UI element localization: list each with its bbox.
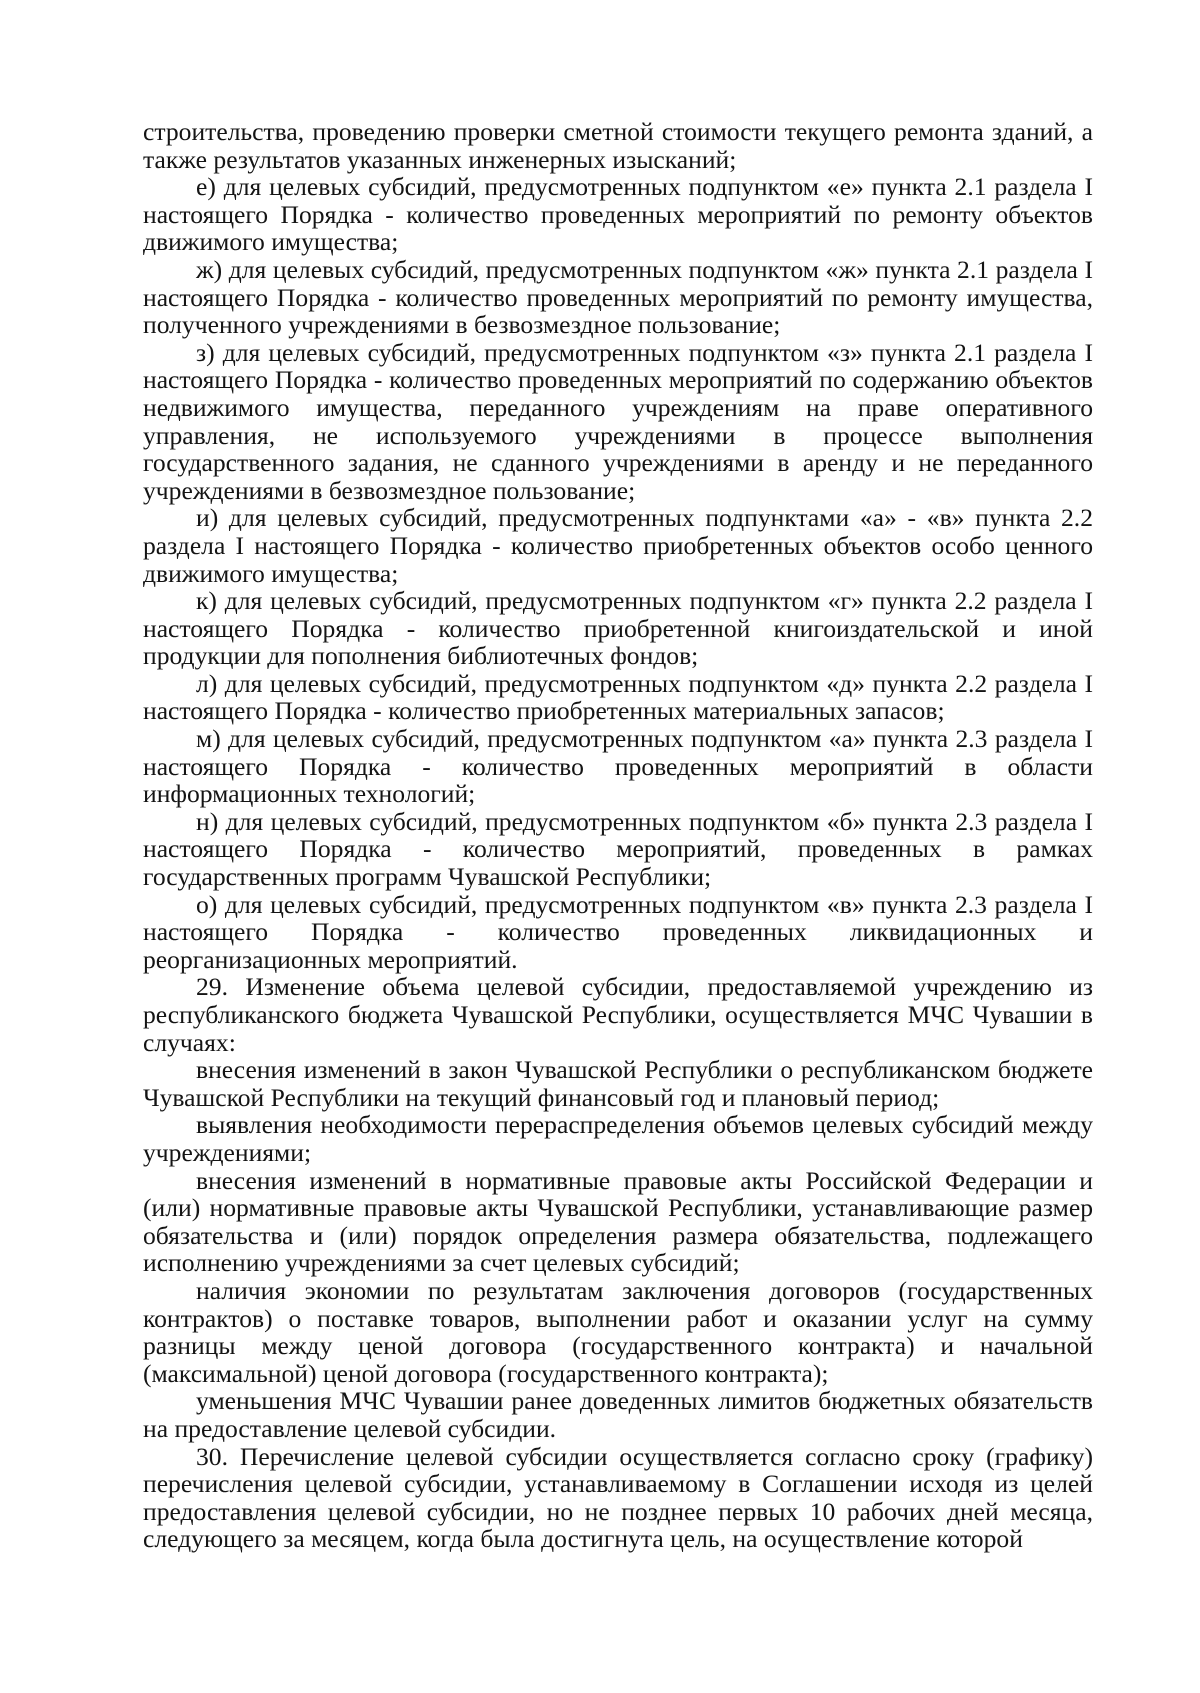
paragraph-30: 30. Перечисление целевой субсидии осуществляется согласно сроку (графику) перечисления целевой субсидии, устанавливаемому в Соглашении исходя из целей предоставления целевой субсидии, но не позднее первых 10 рабочих дней месяца, следующего за месяцем, когда была достигнута цель, на осуществление которой: [143, 1441, 1093, 1554]
paragraph-item-zh: ж) для целевых субсидий, предусмотренных подпунктом «ж» пункта 2.1 раздела I настоящего Порядка - количество проведенных мероприятий по ремонту имущества, полученного учреждениями в безвозмездное пользование;: [143, 254, 1093, 340]
paragraph-continuation: строительства, проведению проверки сметной стоимости текущего ремонта зданий, а также результатов указанных инженерных изысканий;: [143, 117, 1093, 174]
paragraph-29-case-5: уменьшения МЧС Чувашии ранее доведенных лимитов бюджетных обязательств на предоставление целевой субсидии.: [143, 1386, 1093, 1443]
paragraph-29-case-2: выявления необходимости перераспределения объемов целевых субсидий между учреждениями;: [143, 1110, 1093, 1167]
paragraph-29-case-3: внесения изменений в нормативные правовые акты Российской Федерации и (или) нормативные правовые акты Чувашской Республики, устанавливающие размер обязательства и (или) порядок определения размера обязательства, подлежащего исполнению учреждениями за счет целевых субсидий;: [143, 1165, 1093, 1278]
paragraph-item-m: м) для целевых субсидий, предусмотренных подпунктом «а» пункта 2.3 раздела I настоящего Порядка - количество проведенных мероприятий в области информационных технологий;: [143, 724, 1093, 809]
paragraph-item-i: и) для целевых субсидий, предусмотренных подпунктами «а» - «в» пункта 2.2 раздела I настоящего Порядка - количество приобретенных объектов особо ценного движимого имущества;: [143, 503, 1093, 588]
paragraph-item-z: з) для целевых субсидий, предусмотренных подпунктом «з» пункта 2.1 раздела I настоящего Порядка - количество проведенных мероприятий по содержанию объектов недвижимого имущества, переданного учреждениям на праве оперативного управления, не используемого учреждениями в процессе выполнения государственного задания, не сданного учреждениями в аренду и не переданного учреждениями в безвозмездное пользование;: [143, 337, 1093, 505]
paragraph-29: 29. Изменение объема целевой субсидии, предоставляемой учреждению из республиканского бюджета Чувашской Республики, осуществляется МЧС Чувашии в случаях:: [143, 972, 1093, 1057]
paragraph-item-k: к) для целевых субсидий, предусмотренных подпунктом «г» пункта 2.2 раздела I настоящего Порядка - количество приобретенной книгоиздательской и иной продукции для пополнения библиотечных фондов;: [143, 586, 1093, 671]
paragraph-item-e: е) для целевых субсидий, предусмотренных подпунктом «е» пункта 2.1 раздела I настоящего Порядка - количество проведенных мероприятий по ремонту объектов движимого имущества;: [143, 172, 1093, 257]
paragraph-29-case-4: наличия экономии по результатам заключения договоров (государственных контрактов) о поставке товаров, выполнении работ и оказании услуг на сумму разницы между ценой договора (государственного контракта) и начальной (максимальной) ценой договора (государственного контракта);: [143, 1275, 1093, 1388]
paragraph-item-l: л) для целевых субсидий, предусмотренных подпунктом «д» пункта 2.2 раздела I настоящего Порядка - количество приобретенных материальных запасов;: [143, 668, 1093, 726]
paragraph-item-n: н) для целевых субсидий, предусмотренных подпунктом «б» пункта 2.3 раздела I настоящего Порядка - количество мероприятий, проведенных в рамках государственных программ Чувашской Республики;: [143, 806, 1093, 892]
paragraph-item-o: о) для целевых субсидий, предусмотренных подпунктом «в» пункта 2.3 раздела I настоящего Порядка - количество проведенных ликвидационных и реорганизационных мероприятий.: [143, 889, 1093, 974]
document-page: [143, 118, 1093, 1553]
paragraph-29-case-1: внесения изменений в закон Чувашской Республики о республиканском бюджете Чувашской Республики на текущий финансовый год и плановый период;: [143, 1055, 1093, 1112]
